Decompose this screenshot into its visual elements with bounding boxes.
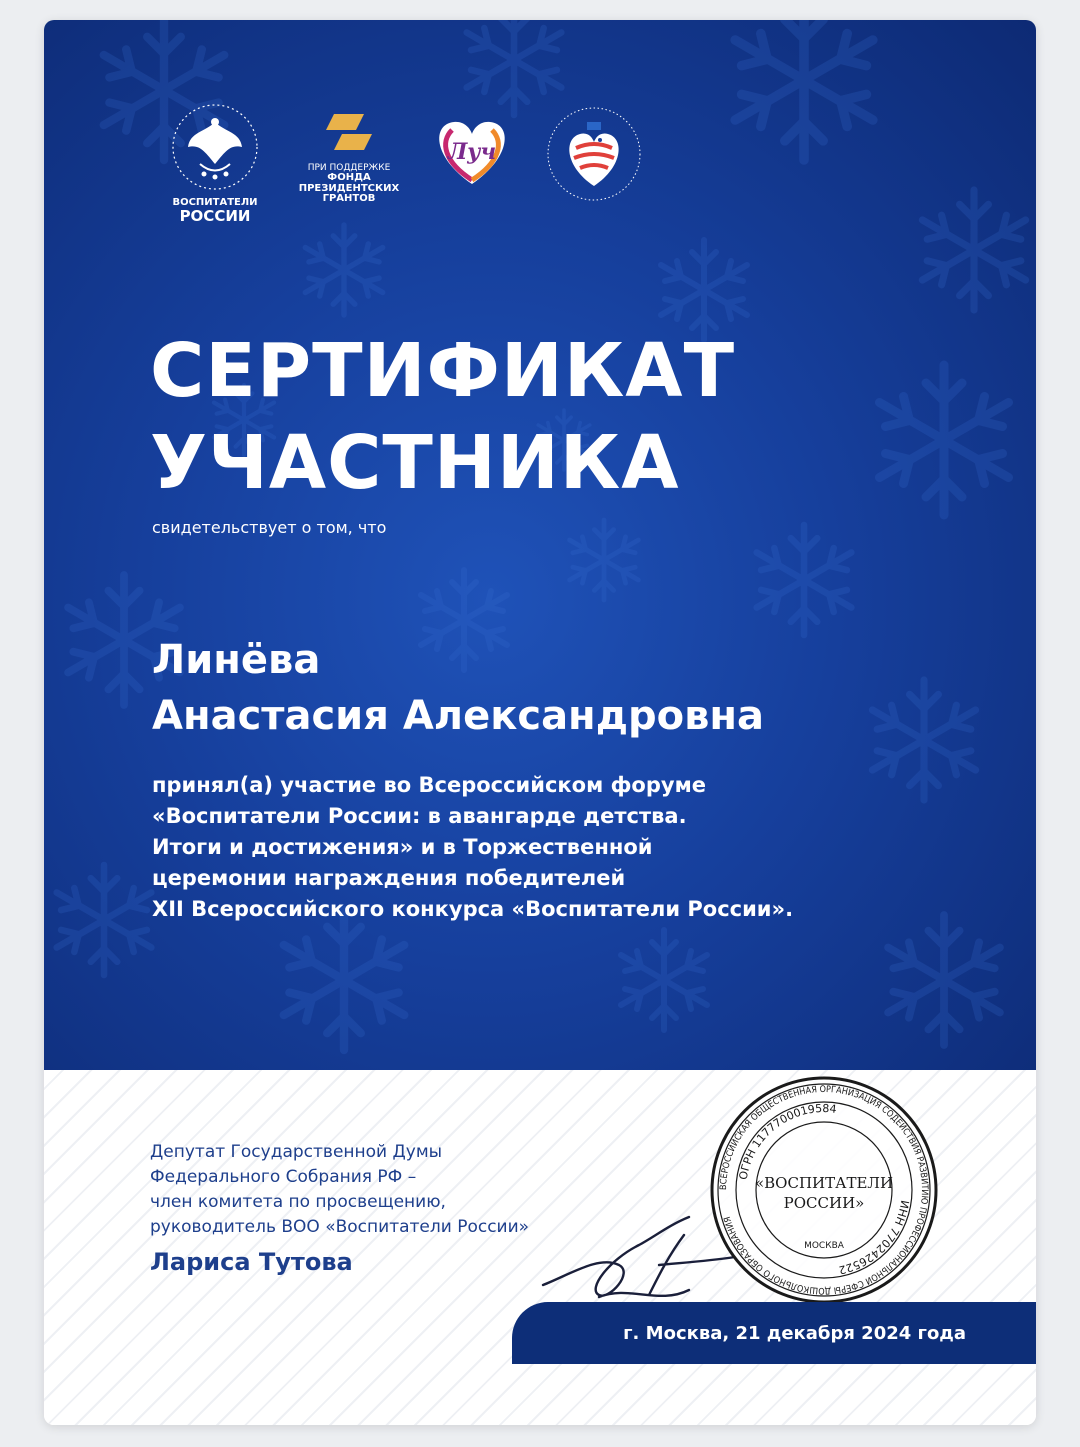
luch-logo-text: Луч [447,139,497,165]
firebird-emblem-icon [160,102,270,192]
signatory-name: Лариса Тутова [150,1248,353,1276]
org-logo [160,102,270,225]
fund-logo-line1: ПРИ ПОДДЕРЖКЕ [307,163,391,173]
certificate-body [152,770,972,925]
body-line: Итоги и достижения» и в Торжественной [152,835,653,859]
certificate-title [150,325,735,509]
stamp-center-line-1: «ВОСПИТАТЕЛИ [754,1174,894,1192]
date-text: г. Москва, 21 декабря 2024 года [623,1322,966,1344]
official-stamp [704,1070,944,1310]
bird-heart-emblem-icon [544,104,644,204]
stamp-center-line-2: РОССИИ» [783,1194,865,1212]
participant-surname: Линёва [152,637,321,683]
title-line-2: УЧАСТНИКА [150,420,680,506]
signatory-role [150,1140,529,1240]
participant-name [152,632,764,744]
fund-logo [294,110,404,220]
role-line: Федерального Собрания РФ – [150,1167,417,1187]
stamp-city-text: МОСКВА [804,1241,844,1251]
stamp-outer-ring-text: ВСЕРОССИЙСКАЯ ОБЩЕСТВЕННАЯ ОРГАНИЗАЦИЯ СОДЕЙСТВИЯ РАЗВИТИЮ ПРОФЕССИОНАЛЬНОЙ СФЕРЫ ДОШКОЛЬНОГО ОБРАЗОВАНИЯ [718,1084,930,1296]
role-line: член комитета по просвещению, [150,1192,446,1212]
fund-emblem-icon [294,110,404,154]
date-banner [512,1302,1036,1364]
heart-ribbon-icon [422,112,522,192]
body-line: церемонии награждения победителей [152,866,626,890]
body-line: «Воспитатели России: в авангарде детства. [152,804,687,828]
certificate-subtitle: свидетельствует о том, что [152,518,387,537]
body-line: принял(а) участие во Всероссийском форуме [152,773,706,797]
certificate-header-panel [44,20,1036,1070]
fund-logo-line3: ПРЕЗИДЕНТСКИХ [298,182,400,194]
role-line: Депутат Государственной Думы [150,1142,443,1162]
stamp-ogrn-text: ОГРН 1177700019584 [736,1101,838,1181]
fund-logo-line2: ФОНДА [327,172,371,184]
participant-given-names: Анастасия Александровна [152,693,765,739]
org-logo-line1: ВОСПИТАТЕЛИ [172,197,258,208]
role-line: руководитель ВОО «Воспитатели России» [150,1217,530,1237]
certificate-card [44,20,1036,1425]
fund-logo-line4: ГРАНТОВ [322,193,376,205]
luch-logo [422,112,522,192]
title-line-1: СЕРТИФИКАТ [150,328,736,414]
stamp-inn-text: ИНН 7702426522 [837,1199,912,1277]
institute-logo [544,104,644,204]
body-line: XII Всероссийского конкурса «Воспитатели России». [152,897,794,921]
org-logo-line2: РОССИИ [179,206,251,225]
